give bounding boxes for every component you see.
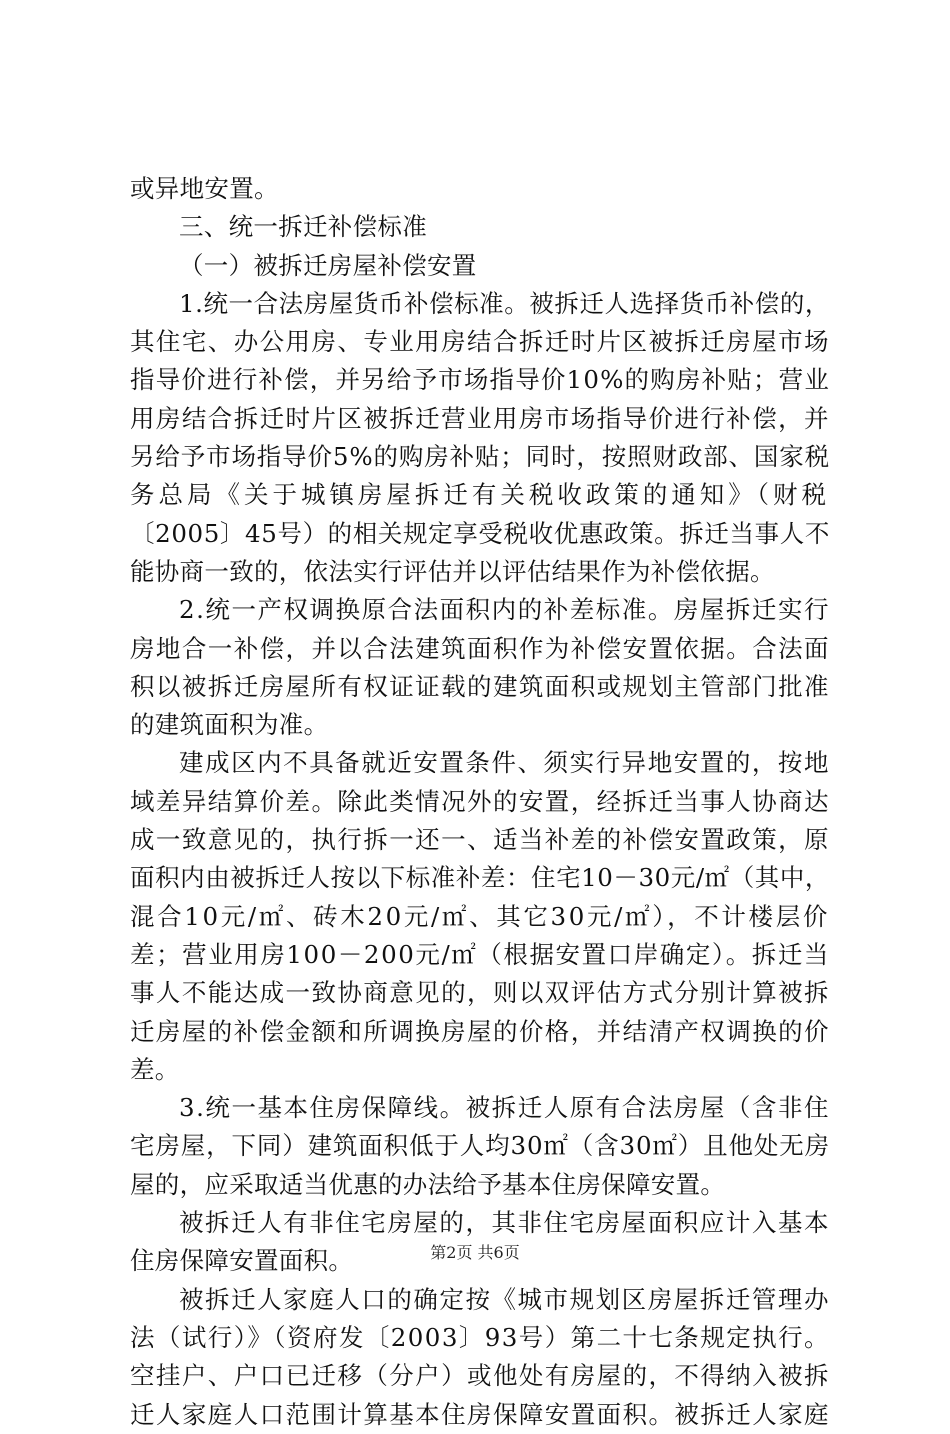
text-line: 宅房屋，下同）建筑面积低于人均30㎡（含30㎡）且他处无房 [130,1131,830,1161]
text-line: 成一致意见的，执行拆一还一、适当补差的补偿安置政策，原 [130,825,830,855]
text-line: 房地合一补偿，并以合法建筑面积作为补偿安置依据。合法面 [130,633,830,663]
text-line: 的建筑面积为准。 [130,710,329,740]
text-line: 另给予市场指导价5%的购房补贴；同时，按照财政部、国家税 [130,442,830,472]
text-line: 被拆迁人家庭人口的确定按《城市规划区房屋拆迁管理办 [179,1284,830,1314]
text-line: 差。 [130,1054,180,1084]
text-line: 面积内由被拆迁人按以下标准补差：住宅10－30元/㎡（其中， [130,863,830,893]
text-line: 域差异结算价差。除此类情况外的安置，经拆迁当事人协商达 [130,786,830,816]
text-line: 1.统一合法房屋货币补偿标准。被拆迁人选择货币补偿的， [179,288,830,318]
text-line: 建成区内不具备就近安置条件、须实行异地安置的，按地 [179,748,830,778]
text-line: 〔2005〕45号）的相关规定享受税收优惠政策。拆迁当事人不 [130,518,830,548]
text-line: 能协商一致的，依法实行评估并以评估结果作为补偿依据。 [130,556,775,586]
text-line: 迁人家庭人口范围计算基本住房保障安置面积。被拆迁人家庭 [130,1399,830,1429]
text-line: 事人不能达成一致协商意见的，则以双评估方式分别计算被拆 [130,978,830,1008]
text-line: 指导价进行补偿，并另给予市场指导价10%的购房补贴；营业 [130,365,830,395]
text-line: 2.统一产权调换原合法面积内的补差标准。房屋拆迁实行 [179,595,830,625]
text-line: 屋的，应采取适当优惠的办法给予基本住房保障安置。 [130,1169,726,1199]
text-line: 3.统一基本住房保障线。被拆迁人原有合法房屋（含非住 [179,1093,830,1123]
text-line: 三、统一拆迁补偿标准 [179,212,427,242]
text-line: 积以被拆迁房屋所有权证证载的建筑面积或规划主管部门批准 [130,671,830,701]
text-line: 空挂户、户口已迁移（分户）或他处有房屋的，不得纳入被拆 [130,1361,830,1391]
page-footer: 第2页 共6页 [430,1243,520,1262]
text-line: 迁房屋的补偿金额和所调换房屋的价格，并结清产权调换的价 [130,1016,830,1046]
text-line: 混合10元/㎡、砖木20元/㎡、其它30元/㎡），不计楼层价 [130,901,830,931]
text-line: 其住宅、办公用房、专业用房结合拆迁时片区被拆迁房屋市场 [130,327,830,357]
text-line: 住房保障安置面积。 [130,1246,354,1276]
text-line: 法（试行）》（资府发〔2003〕93号）第二十七条规定执行。 [130,1322,830,1352]
text-line: 被拆迁人有非住宅房屋的，其非住宅房屋面积应计入基本 [179,1208,830,1238]
text-line: 用房结合拆迁时片区被拆迁营业用房市场指导价进行补偿，并 [130,403,830,433]
text-line: 差；营业用房100－200元/㎡（根据安置口岸确定）。拆迁当 [130,939,830,969]
text-line: 或异地安置。 [130,174,279,203]
text-line: （一）被拆迁房屋补偿安置 [179,250,477,280]
text-line: 务总局《关于城镇房屋拆迁有关税收政策的通知》（财税 [130,480,830,510]
